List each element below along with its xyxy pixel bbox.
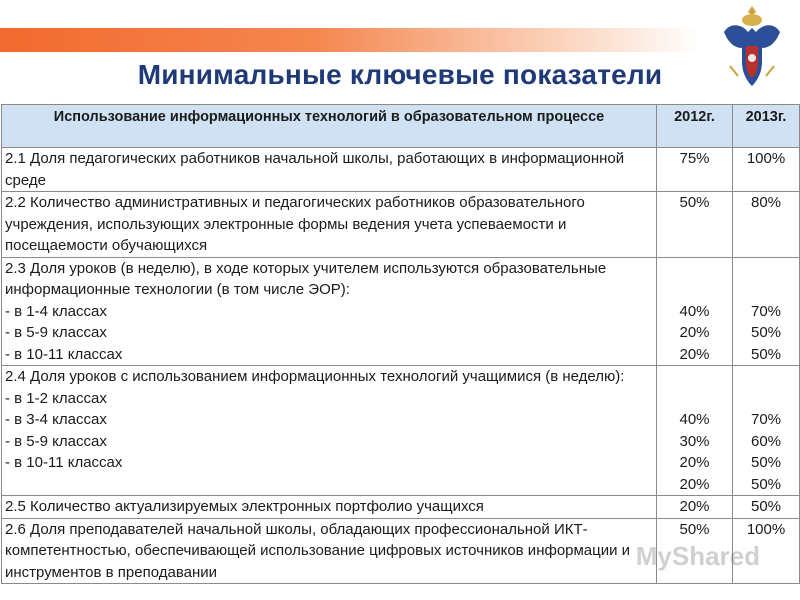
value-2012-cell	[657, 496, 733, 519]
indicator-subitem: - в 1-4 классах	[5, 302, 107, 320]
percent-value: 50%	[750, 454, 782, 471]
indicator-cell	[2, 366, 657, 496]
value-2013-cell	[733, 192, 800, 258]
spacer	[660, 258, 729, 301]
indicator-subitem: - в 10-11 классах	[5, 454, 123, 471]
percent-value: 70%	[750, 302, 782, 320]
indicator-cell	[2, 148, 657, 192]
percent-value: 20%	[679, 498, 710, 515]
indicator-subitem: - в 1-2 классах	[5, 389, 107, 407]
value-2012-cell	[657, 518, 733, 584]
spacer	[736, 366, 796, 409]
value-2012-cell	[657, 366, 733, 496]
indicator-subitem: - в 10-11 классах	[5, 345, 123, 363]
percent-value: 50%	[750, 475, 782, 493]
value-2012-cell	[657, 148, 733, 192]
percent-value: 100%	[746, 150, 786, 167]
value-2012-cell	[657, 192, 733, 258]
percent-value: 30%	[679, 432, 710, 450]
indicator-text: 2.5 Количество актуализируемых электронных портфолио учащихся	[5, 498, 484, 515]
percent-value: 80%	[750, 194, 782, 211]
value-2013-cell	[733, 257, 800, 366]
table-row	[2, 366, 800, 496]
percent-value: 50%	[679, 194, 710, 211]
table-row	[2, 192, 800, 258]
indicator-subitem: - в 3-4 классах	[5, 411, 107, 428]
percent-value: 40%	[679, 411, 710, 428]
header-2013: 2013г.	[733, 105, 800, 148]
value-2013-cell	[733, 496, 800, 519]
value-2012-cell	[657, 257, 733, 366]
page-title: Минимальные ключевые показатели	[137, 59, 663, 90]
header-2012: 2012г.	[657, 105, 733, 148]
percent-value: 60%	[750, 432, 782, 450]
percent-value: 50%	[679, 520, 710, 538]
indicator-text: 2.4 Доля уроков с использованием информационных технологий учащимися (в неделю):	[5, 368, 625, 385]
table-row	[2, 148, 800, 192]
indicator-cell	[2, 192, 657, 258]
indicator-cell	[2, 518, 657, 584]
indicator-text: 2.1 Доля педагогических работников начальной школы, работающих в информационной среде	[5, 150, 625, 189]
indicator-text: 2.6 Доля преподавателей начальной школы, обладающих профессиональной ИКТ-компетентностью, обеспечивающей использование цифровых источников информации и инструментов в преподавании	[5, 520, 631, 581]
percent-value: 70%	[750, 411, 782, 428]
table-row	[2, 496, 800, 519]
indicator-cell	[2, 496, 657, 519]
percent-value: 20%	[679, 454, 710, 471]
header-indicator: Использование информационных технологий в образовательном процессе	[2, 105, 657, 148]
title-accent-band	[0, 28, 700, 52]
percent-value: 20%	[679, 324, 710, 341]
value-2013-cell	[733, 518, 800, 584]
percent-value: 50%	[750, 324, 782, 341]
value-2013-cell	[733, 366, 800, 496]
percent-value: 20%	[679, 475, 710, 493]
indicator-subitem: - в 5-9 классах	[5, 432, 107, 450]
table-header-row	[2, 105, 800, 148]
watermark: MyShared	[635, 541, 760, 571]
table-row	[2, 518, 800, 584]
table-row	[2, 257, 800, 366]
percent-value: 40%	[679, 302, 710, 320]
spacer	[660, 366, 729, 409]
percent-value: 75%	[679, 150, 710, 167]
percent-value: 100%	[746, 520, 786, 538]
indicator-text: 2.3 Доля уроков (в неделю), в ходе которых учителем используются образовательные информационные технологии (в том числе ЭОР):	[5, 259, 607, 298]
spacer	[736, 258, 796, 301]
indicators-table	[1, 104, 800, 584]
percent-value: 50%	[750, 345, 782, 363]
percent-value: 20%	[679, 345, 710, 363]
indicator-subitem: - в 5-9 классах	[5, 324, 107, 341]
value-2013-cell	[733, 148, 800, 192]
indicator-text: 2.2 Количество административных и педагогических работников образовательного учреждения, использующих электронные формы ведения учета успеваемости и посещаемости обучающихся	[5, 194, 585, 254]
indicator-cell	[2, 257, 657, 366]
percent-value: 50%	[750, 498, 782, 515]
